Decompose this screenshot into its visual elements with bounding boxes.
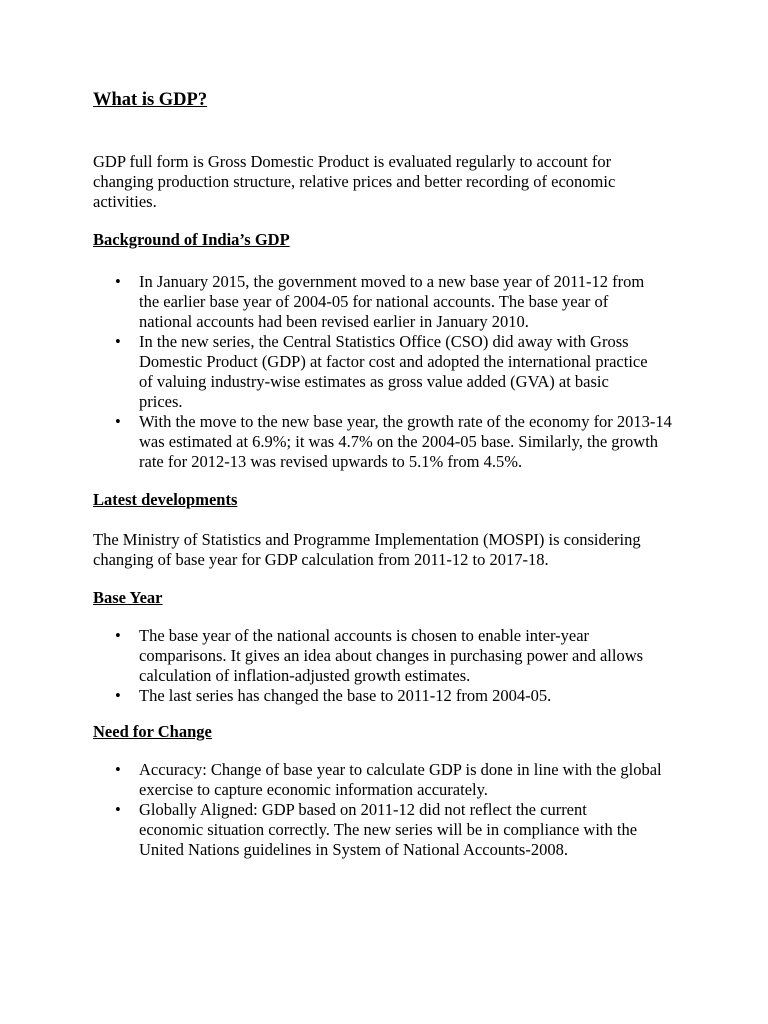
base-year-list	[93, 626, 677, 706]
bullet-icon: •	[115, 760, 121, 779]
bullet-icon: •	[115, 800, 121, 819]
list-item-text: With the move to the new base year, the growth rate of the economy for 2013-14 was estimated at 6.9%; it was 4.7% on the 2004-05 base. Similarly, the growth rate for 2012-13 was revised upwards to 5.1% from 4.5%.	[139, 412, 672, 471]
list-item	[93, 686, 677, 706]
intro-paragraph: GDP full form is Gross Domestic Product is evaluated regularly to account for changing production structure, relative prices and better recording of economic activities.	[93, 152, 616, 211]
bullet-icon: •	[115, 332, 121, 351]
background-list	[93, 272, 677, 472]
heading-background: Background of India’s GDP	[93, 230, 290, 249]
list-item	[93, 332, 677, 412]
list-item	[93, 272, 677, 332]
heading-base-year: Base Year	[93, 588, 163, 607]
list-item-text: The last series has changed the base to 2011-12 from 2004-05.	[139, 686, 552, 705]
list-item-text: Accuracy: Change of base year to calculate GDP is done in line with the global exercise to capture economic information accurately.	[139, 760, 662, 799]
list-item-text: The base year of the national accounts is chosen to enable inter-year comparisons. It gives an idea about changes in purchasing power and allows calculation of inflation-adjusted growth estimates.	[139, 626, 644, 685]
need-for-change-list	[93, 760, 677, 860]
list-item	[93, 800, 677, 860]
list-item	[93, 412, 677, 472]
list-item	[93, 626, 677, 686]
list-item-text: In the new series, the Central Statistics Office (CSO) did away with Gross Domestic Product (GDP) at factor cost and adopted the international practice of valuing industry-wise estimates as gross value added (GVA) at basic prices.	[139, 332, 648, 411]
list-item-text: In January 2015, the government moved to a new base year of 2011-12 from the earlier base year of 2004-05 for national accounts. The base year of national accounts had been revised earlier in January 2010.	[139, 272, 645, 331]
bullet-icon: •	[115, 686, 121, 705]
list-item-text: Globally Aligned: GDP based on 2011-12 did not reflect the current economic situation correctly. The new series will be in compliance with the United Nations guidelines in System of National Accounts-2008.	[139, 800, 638, 859]
page-title: What is GDP?	[93, 90, 208, 110]
list-item	[93, 760, 677, 800]
bullet-icon: •	[115, 626, 121, 645]
heading-latest-developments: Latest developments	[93, 490, 238, 509]
bullet-icon: •	[115, 272, 121, 291]
heading-need-for-change: Need for Change	[93, 722, 212, 741]
latest-paragraph: The Ministry of Statistics and Programme Implementation (MOSPI) is considering changing of base year for GDP calculation from 2011-12 to 2017-18.	[93, 530, 641, 569]
bullet-icon: •	[115, 412, 121, 431]
